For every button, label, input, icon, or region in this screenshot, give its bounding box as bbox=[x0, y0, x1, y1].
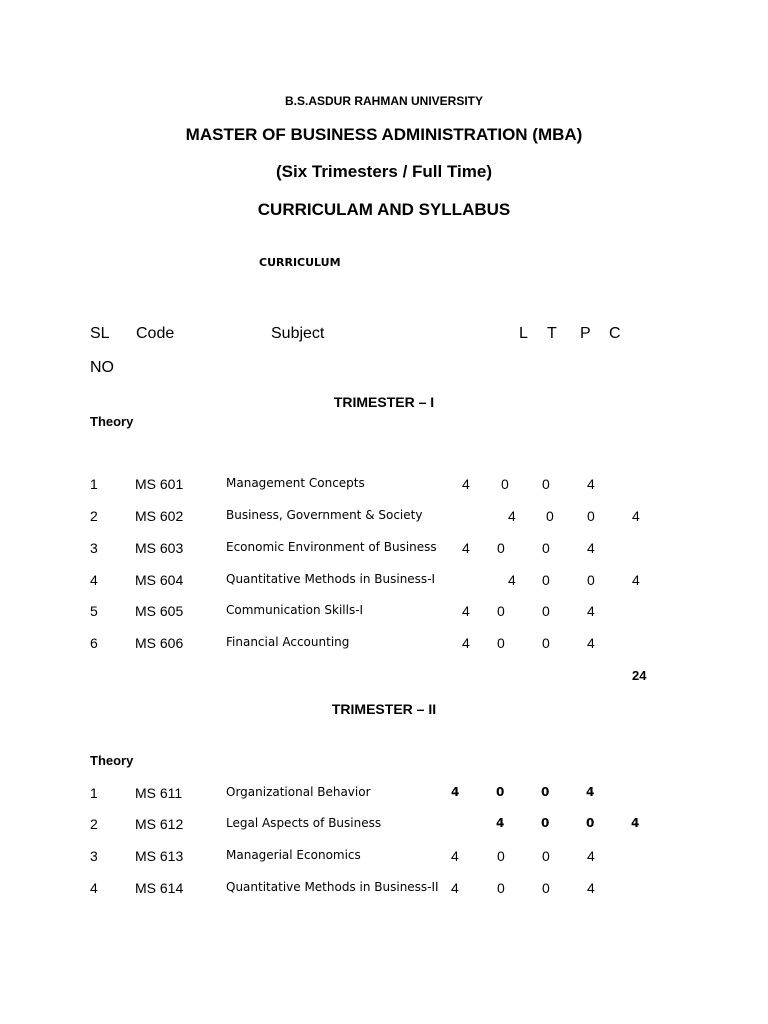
table-row-t: 0 bbox=[497, 603, 505, 619]
table-row-t: 0 bbox=[541, 816, 550, 830]
column-header-sl: SL bbox=[90, 325, 110, 342]
table-row-c: 4 bbox=[632, 572, 640, 588]
trimester-1-group-label: Theory bbox=[90, 414, 134, 429]
table-row-code: MS 601 bbox=[135, 476, 184, 492]
table-row-t: 0 bbox=[546, 508, 554, 524]
table-row-code: MS 602 bbox=[135, 508, 184, 524]
trimester-1-credit-total: 24 bbox=[632, 668, 647, 683]
table-row-sl: 3 bbox=[90, 540, 98, 556]
table-row-c: 4 bbox=[587, 476, 595, 492]
table-row-l: 4 bbox=[462, 603, 470, 619]
table-row-subject: Business, Government & Society bbox=[226, 508, 423, 522]
table-row-p: 0 bbox=[542, 880, 550, 896]
column-header-c: C bbox=[609, 325, 621, 342]
table-row-l: 4 bbox=[462, 635, 470, 651]
table-row-code: MS 604 bbox=[135, 572, 184, 588]
table-row-code: MS 614 bbox=[135, 880, 184, 896]
table-row-subject: Legal Aspects of Business bbox=[226, 816, 382, 830]
table-row-subject: Managerial Economics bbox=[226, 848, 361, 862]
table-row-t: 0 bbox=[497, 540, 505, 556]
table-row-p: 0 bbox=[542, 848, 550, 864]
table-row-l: 4 bbox=[451, 785, 460, 799]
table-row-p: 0 bbox=[542, 476, 550, 492]
column-header-p: P bbox=[580, 325, 591, 342]
table-row-sl: 2 bbox=[90, 816, 98, 832]
table-row-sl: 2 bbox=[90, 508, 98, 524]
table-row-t: 0 bbox=[497, 848, 505, 864]
table-row-t: 0 bbox=[542, 572, 550, 588]
column-header-no: NO bbox=[90, 359, 114, 376]
table-row-sl: 4 bbox=[90, 880, 98, 896]
table-row-c: 4 bbox=[587, 635, 595, 651]
table-row-subject: Communication Skills-I bbox=[226, 603, 364, 617]
table-row-sl: 4 bbox=[90, 572, 98, 588]
column-header-subject: Subject bbox=[271, 325, 325, 342]
section-heading: CURRICULUM bbox=[259, 256, 341, 269]
program-title: MASTER OF BUSINESS ADMINISTRATION (MBA) bbox=[185, 125, 583, 144]
table-row-c: 4 bbox=[587, 880, 595, 896]
table-row-subject: Economic Environment of Business bbox=[226, 540, 437, 554]
table-row-subject: Organizational Behavior bbox=[226, 785, 371, 799]
table-row-subject: Quantitative Methods in Business-I bbox=[226, 572, 436, 586]
table-row-c: 4 bbox=[587, 603, 595, 619]
table-row-p: 0 bbox=[542, 635, 550, 651]
document-title: CURRICULAM AND SYLLABUS bbox=[257, 200, 511, 219]
table-row-l: 4 bbox=[451, 880, 459, 896]
table-row-sl: 6 bbox=[90, 635, 98, 651]
table-row-l: 4 bbox=[508, 572, 516, 588]
table-row-t: 0 bbox=[497, 635, 505, 651]
table-row-subject: Quantitative Methods in Business-II bbox=[226, 880, 439, 894]
table-row-t: 0 bbox=[497, 880, 505, 896]
table-row-p: 0 bbox=[587, 572, 595, 588]
table-row-sl: 1 bbox=[90, 785, 98, 801]
table-row-c: 4 bbox=[586, 785, 595, 799]
column-header-t: T bbox=[547, 325, 557, 342]
table-row-c: 4 bbox=[587, 848, 595, 864]
table-row-code: MS 606 bbox=[135, 635, 184, 651]
table-row-code: MS 605 bbox=[135, 603, 184, 619]
table-row-p: 0 bbox=[542, 540, 550, 556]
table-row-c: 4 bbox=[632, 508, 640, 524]
table-row-p: 0 bbox=[586, 816, 595, 830]
trimester-1-heading: TRIMESTER – I bbox=[333, 394, 435, 410]
table-row-l: 4 bbox=[462, 540, 470, 556]
table-row-l: 4 bbox=[496, 816, 505, 830]
table-row-c: 4 bbox=[587, 540, 595, 556]
table-row-code: MS 613 bbox=[135, 848, 184, 864]
table-row-t: 0 bbox=[496, 785, 505, 799]
university-name: B.S.ASDUR RAHMAN UNIVERSITY bbox=[284, 94, 483, 108]
table-row-l: 4 bbox=[508, 508, 516, 524]
column-header-l: L bbox=[519, 325, 528, 342]
table-row-p: 0 bbox=[542, 603, 550, 619]
table-row-sl: 5 bbox=[90, 603, 98, 619]
table-row-l: 4 bbox=[462, 476, 470, 492]
table-row-c: 4 bbox=[631, 816, 640, 830]
table-row-p: 0 bbox=[541, 785, 550, 799]
table-row-l: 4 bbox=[451, 848, 459, 864]
table-row-code: MS 603 bbox=[135, 540, 184, 556]
trimester-2-group-label: Theory bbox=[90, 753, 134, 768]
table-row-p: 0 bbox=[587, 508, 595, 524]
column-header-code: Code bbox=[136, 325, 175, 342]
trimester-2-heading: TRIMESTER – II bbox=[331, 701, 437, 717]
table-row-code: MS 612 bbox=[135, 816, 184, 832]
table-row-t: 0 bbox=[501, 476, 509, 492]
program-mode: (Six Trimesters / Full Time) bbox=[275, 162, 493, 181]
table-row-subject: Management Concepts bbox=[226, 476, 365, 490]
table-row-sl: 3 bbox=[90, 848, 98, 864]
table-row-code: MS 611 bbox=[135, 785, 183, 801]
table-row-subject: Financial Accounting bbox=[226, 635, 350, 649]
table-row-sl: 1 bbox=[90, 476, 98, 492]
